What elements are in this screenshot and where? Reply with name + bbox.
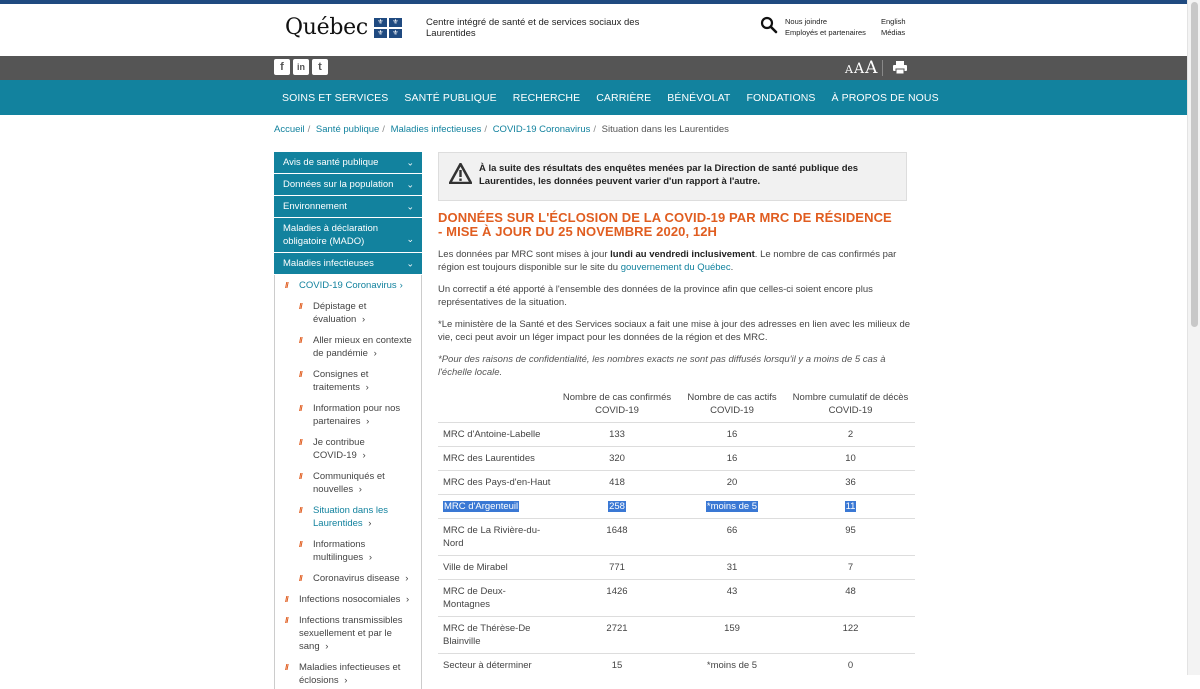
table-cell-value: 36 <box>786 471 915 495</box>
confidentiality-note: *Pour des raisons de confidentialité, les nombres exacts ne sont pas diffusés lorsqu'il y a moins de 5 cas à l'échelle locale. <box>438 354 886 378</box>
alert-text: À la suite des résultats des enquêtes menées par la Direction de santé publique des Laurentides, les données peuvent varier d'un rapport à l'autre. <box>479 163 859 187</box>
table-cell-region: MRC des Pays-d'en-Haut <box>438 471 556 495</box>
correction-paragraph: Un correctif a été apporté à l'ensemble des données de la province afin que celles-ci soient encore plus représentatives de la situation. <box>438 284 873 308</box>
sidebar-item-eclosions[interactable]: // Maladies infectieuses et éclosions › <box>285 662 401 686</box>
sidebar-item-coronavirus-disease[interactable]: // Coronavirus disease › <box>299 573 409 584</box>
sidebar-item-its[interactable]: // Infections transmissibles sexuellement et par le sang › <box>285 615 403 652</box>
sidebar-head-environnement[interactable]: Environnement ⌄ <box>274 196 422 218</box>
table-row <box>438 471 915 495</box>
table-cell-value: 16 <box>678 423 786 447</box>
table-header <box>438 391 556 423</box>
table-cell-value: 771 <box>556 556 678 580</box>
table-cell-region: MRC de Thérèse-De Blainville <box>438 617 556 654</box>
table-cell-value: 2 <box>786 423 915 447</box>
nav-soins-services[interactable]: SOINS ET SERVICES <box>282 91 389 104</box>
social-links <box>274 59 328 75</box>
table-row <box>438 580 915 617</box>
facebook-icon[interactable]: f <box>274 59 290 75</box>
sidebar-item-aller-mieux[interactable]: // Aller mieux en contexte de pandémie › <box>299 335 412 359</box>
table-cell-value: *moins de 5 <box>678 654 786 678</box>
font-size-controls <box>845 58 877 78</box>
table-row <box>438 617 915 654</box>
table-header-row <box>438 391 915 423</box>
table-header-confirmed: Nombre de cas confirmés COVID-19 <box>562 392 672 416</box>
quebec-logo[interactable] <box>285 15 402 40</box>
breadcrumb-current: Situation dans les Laurentides <box>601 124 729 135</box>
table-cell-value: 11 <box>786 495 915 519</box>
breadcrumb-covid[interactable]: COVID-19 Coronavirus <box>492 124 591 135</box>
linkedin-icon[interactable]: in <box>293 59 309 75</box>
table-cell-region: Ville de Mirabel <box>438 556 556 580</box>
table-cell-region: MRC de La Rivière-du-Nord <box>438 519 556 556</box>
table-cell-value: 133 <box>556 423 678 447</box>
nav-sante-publique[interactable]: SANTÉ PUBLIQUE <box>404 91 497 104</box>
top-links-right <box>881 16 906 38</box>
divider <box>882 60 883 76</box>
table-cell-value: 0 <box>786 654 915 678</box>
nav-fondations[interactable]: FONDATIONS <box>746 91 816 104</box>
sidebar-item-covid[interactable]: // COVID-19 Coronavirus › <box>285 280 403 291</box>
sidebar-item-situation[interactable]: // Situation dans les Laurentides › <box>299 505 388 529</box>
sidebar-item-depistage[interactable]: // Dépistage et évaluation › <box>299 301 367 325</box>
sidebar-item-consignes[interactable]: // Consignes et traitements › <box>299 369 369 393</box>
nav-a-propos[interactable]: À PROPOS DE NOUS <box>831 91 939 104</box>
chevron-down-icon: ⌄ <box>406 179 414 189</box>
table-cell-value: 1426 <box>556 580 678 617</box>
contact-link[interactable]: Nous joindre <box>785 17 828 26</box>
table-row <box>438 654 915 678</box>
table-cell-value: *moins de 5 <box>678 495 786 519</box>
intro-paragraph: Les données par MRC sont mises à jour lundi au vendredi inclusivement. Le nombre de cas confirmés par région est toujours disponible sur le site du gouvernement du Québec. <box>438 249 897 273</box>
sidebar-head-donnees[interactable]: Données sur la population ⌄ <box>274 174 422 196</box>
media-link[interactable]: Médias <box>881 28 906 37</box>
table-cell-value: 66 <box>678 519 786 556</box>
nav-recherche[interactable]: RECHERCHE <box>512 91 581 104</box>
table-cell-region: Secteur à déterminer <box>438 654 556 678</box>
alert-box <box>438 152 907 201</box>
english-link[interactable]: English <box>881 17 906 26</box>
sidebar-submenu <box>274 275 422 689</box>
table-cell-value: 43 <box>678 580 786 617</box>
print-icon[interactable] <box>893 61 907 74</box>
sidebar-item-partenaires[interactable]: // Information pour nos partenaires › <box>299 403 401 427</box>
covid-data-table <box>438 391 915 677</box>
logo-text: Québec <box>285 15 368 40</box>
table-header-deaths: Nombre cumulatif de décès COVID-19 <box>792 392 909 416</box>
top-links-left <box>785 16 866 38</box>
table-cell-value: 95 <box>786 519 915 556</box>
site-header <box>0 4 1200 56</box>
sidebar-head-mado[interactable]: Maladies à déclaration obligatoire (MADO) ⌄ <box>274 218 422 253</box>
font-large-button[interactable]: A <box>865 58 878 78</box>
table-row <box>438 495 915 519</box>
quebec-flag-icon: ⚜ ⚜ ⚜ ⚜ <box>374 18 402 38</box>
table-row <box>438 519 915 556</box>
scrollbar-thumb[interactable] <box>1191 2 1198 327</box>
table-cell-region: MRC d'Antoine-Labelle <box>438 423 556 447</box>
sidebar-item-multilingues[interactable]: // Informations multilingues › <box>299 539 372 563</box>
breadcrumb-home[interactable]: Accueil <box>274 124 305 135</box>
table-cell-value: 31 <box>678 556 786 580</box>
table-row <box>438 556 915 580</box>
employees-link[interactable]: Employés et partenaires <box>785 28 866 37</box>
page-scrollbar[interactable] <box>1187 0 1200 675</box>
table-cell-value: 258 <box>556 495 678 519</box>
update-note-paragraph: *Le ministère de la Santé et des Services sociaux a fait une mise à jour des adresses en lien avec les milieux de vie, ceci peut avoir un léger impact pour les données de la région et des MRC. <box>438 319 911 343</box>
main-content <box>438 152 916 677</box>
table-cell-value: 320 <box>556 447 678 471</box>
table-cell-region: MRC d'Argenteuil <box>438 495 556 519</box>
table-cell-value: 1648 <box>556 519 678 556</box>
table-cell-value: 122 <box>786 617 915 654</box>
chevron-down-icon: ⌄ <box>406 201 414 211</box>
table-cell-value: 10 <box>786 447 915 471</box>
font-small-button[interactable]: A <box>845 63 853 76</box>
sidebar-item-je-contribue[interactable]: // Je contribue COVID-19 › <box>299 437 366 461</box>
table-cell-region: MRC de Deux-Montagnes <box>438 580 556 617</box>
table-cell-region: MRC des Laurentides <box>438 447 556 471</box>
table-cell-value: 20 <box>678 471 786 495</box>
table-row <box>438 447 915 471</box>
breadcrumb-maladies[interactable]: Maladies infectieuses <box>390 124 482 135</box>
table-cell-value: 48 <box>786 580 915 617</box>
page-title: DONNÉES SUR L'ÉCLOSION DE LA COVID-19 PAR MRC DE RÉSIDENCE - MISE À JOUR DU 25 NOVEMBRE 2020, 12H <box>438 210 892 239</box>
table-cell-value: 159 <box>678 617 786 654</box>
table-cell-value: 2721 <box>556 617 678 654</box>
chevron-down-icon: ⌄ <box>406 234 414 244</box>
table-cell-value: 15 <box>556 654 678 678</box>
chevron-down-icon: ⌄ <box>406 157 414 167</box>
table-header-active: Nombre de cas actifs COVID-19 <box>687 392 777 416</box>
gouvernement-quebec-link[interactable]: gouvernement du Québec <box>620 262 731 273</box>
table-row <box>438 423 915 447</box>
main-navigation <box>0 80 1200 115</box>
sidebar-item-communiques[interactable]: // Communiqués et nouvelles › <box>299 471 385 495</box>
warning-icon <box>449 163 472 184</box>
chevron-down-icon: ⌄ <box>406 258 414 268</box>
nav-benevolat[interactable]: BÉNÉVOLAT <box>667 91 731 104</box>
sidebar <box>274 152 422 689</box>
breadcrumb: Accueil / Santé publique / Maladies infectieuses / COVID-19 Coronavirus / Situation dans les Laurentides <box>274 124 729 135</box>
table-cell-value: 7 <box>786 556 915 580</box>
table-cell-value: 418 <box>556 471 678 495</box>
sidebar-item-nosocomiales[interactable]: // Infections nosocomiales › <box>285 594 410 605</box>
nav-carriere[interactable]: CARRIÈRE <box>596 91 652 104</box>
table-cell-value: 16 <box>678 447 786 471</box>
organization-name: Centre intégré de santé et de services sociaux des Laurentides <box>426 17 640 39</box>
utility-bar <box>0 56 1200 80</box>
breadcrumb-sante-publique[interactable]: Santé publique <box>315 124 380 135</box>
font-medium-button[interactable]: A <box>853 61 865 77</box>
sidebar-head-maladies[interactable]: Maladies infectieuses ⌄ <box>274 253 422 275</box>
sidebar-head-avis[interactable]: Avis de santé publique ⌄ <box>274 152 422 174</box>
twitter-icon[interactable]: t <box>312 59 328 75</box>
search-icon[interactable] <box>760 16 778 34</box>
